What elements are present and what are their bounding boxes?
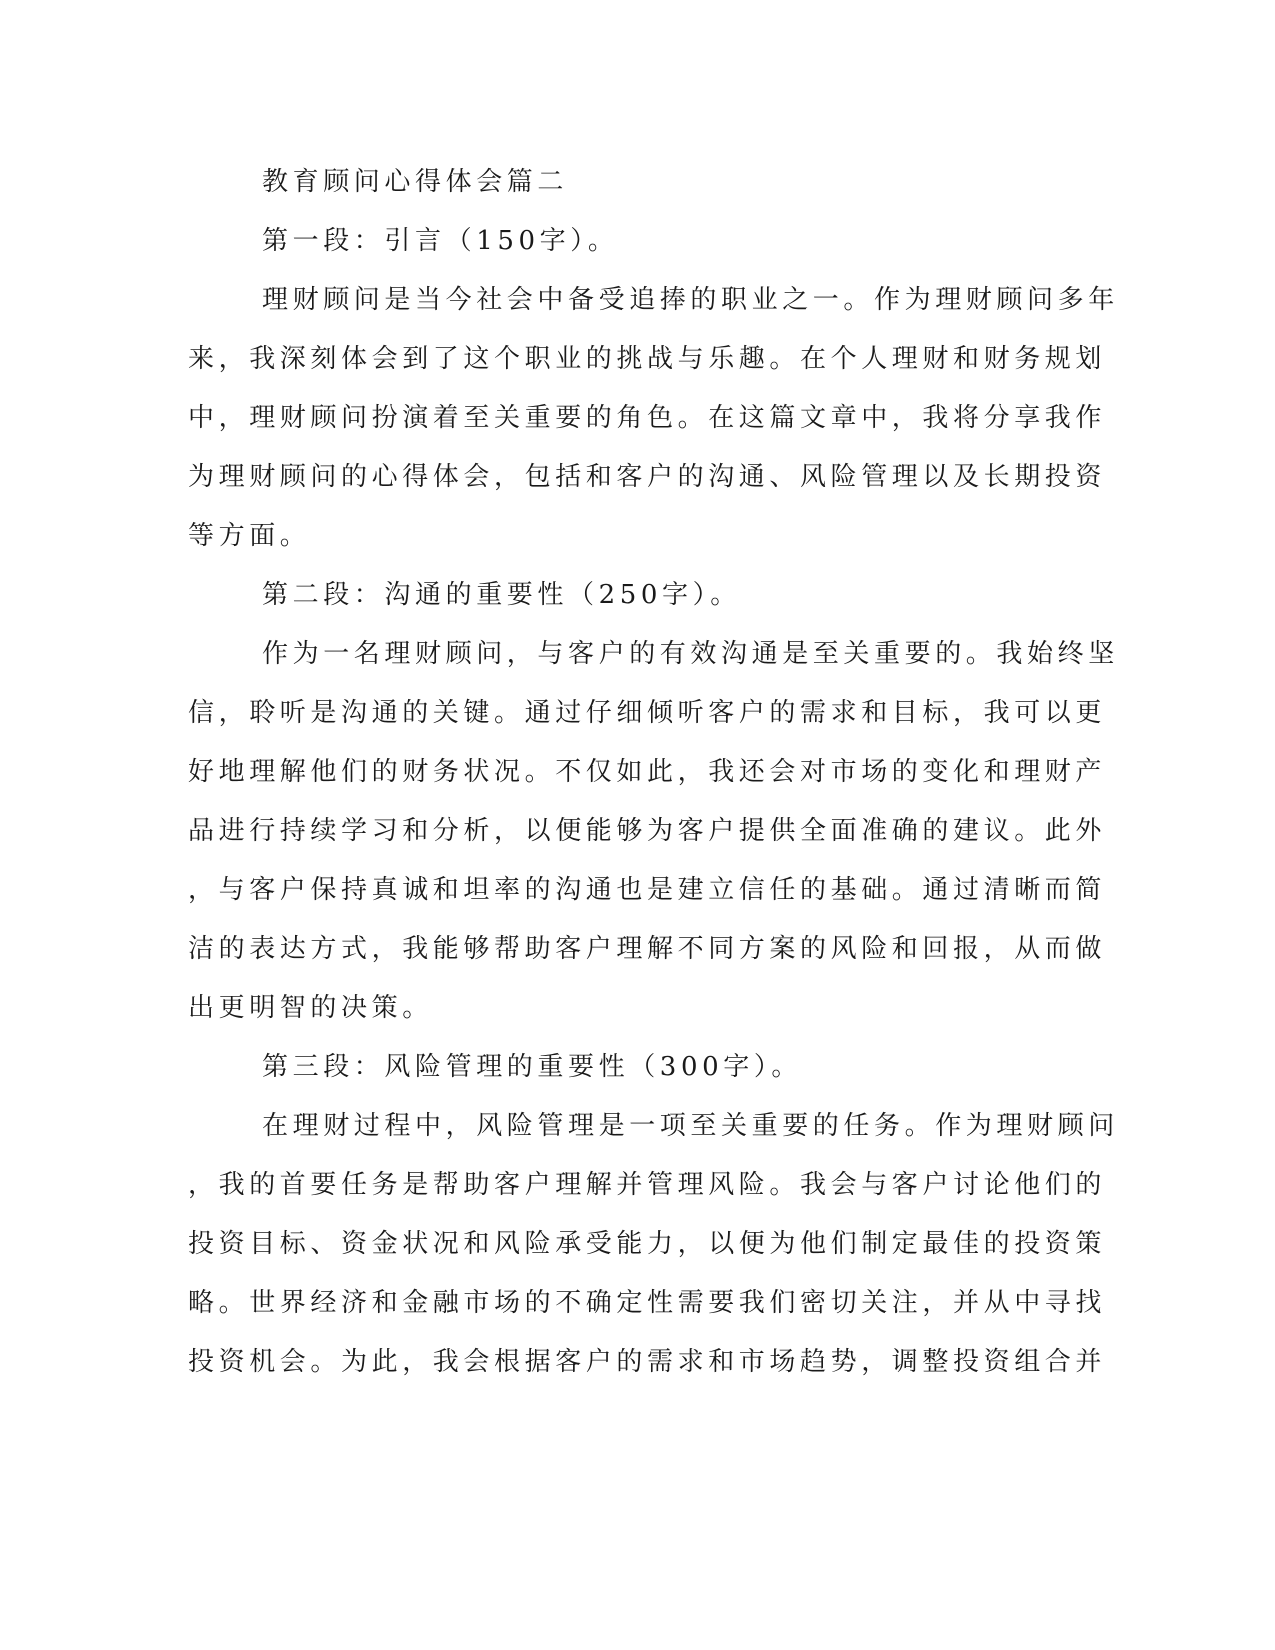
paragraph-line: 信，聆听是沟通的关键。通过仔细倾听客户的需求和目标，我可以更 (188, 698, 1107, 728)
paragraph-line: 来，我深刻体会到了这个职业的挑战与乐趣。在个人理财和财务规划 (188, 344, 1107, 374)
paragraph-line: 作为一名理财顾问，与客户的有效沟通是至关重要的。我始终坚 (262, 639, 1119, 669)
paragraph-line: ，我的首要任务是帮助客户理解并管理风险。我会与客户讨论他们的 (188, 1170, 1107, 1200)
section-heading-3: 第三段：风险管理的重要性（300字）。 (262, 1052, 803, 1082)
paragraph-line: 品进行持续学习和分析，以便能够为客户提供全面准确的建议。此外 (188, 816, 1107, 846)
section-heading-2: 第二段：沟通的重要性（250字）。 (262, 580, 741, 610)
document-title: 教育顾问心得体会篇二 (262, 167, 569, 197)
paragraph-line: 好地理解他们的财务状况。不仅如此，我还会对市场的变化和理财产 (188, 757, 1107, 787)
paragraph-line: 投资机会。为此，我会根据客户的需求和市场趋势，调整投资组合并 (188, 1347, 1107, 1377)
paragraph-line: 洁的表达方式，我能够帮助客户理解不同方案的风险和回报，从而做 (188, 934, 1107, 964)
paragraph-line: 为理财顾问的心得体会，包括和客户的沟通、风险管理以及长期投资 (188, 462, 1107, 492)
paragraph-line: ，与客户保持真诚和坦率的沟通也是建立信任的基础。通过清晰而简 (188, 875, 1107, 905)
paragraph-line: 投资目标、资金状况和风险承受能力，以便为他们制定最佳的投资策 (188, 1229, 1107, 1259)
paragraph-line: 中，理财顾问扮演着至关重要的角色。在这篇文章中，我将分享我作 (188, 403, 1107, 433)
paragraph-line: 理财顾问是当今社会中备受追捧的职业之一。作为理财顾问多年 (262, 285, 1119, 315)
paragraph-line: 在理财过程中，风险管理是一项至关重要的任务。作为理财顾问 (262, 1111, 1119, 1141)
paragraph-line: 略。世界经济和金融市场的不确定性需要我们密切关注，并从中寻找 (188, 1288, 1107, 1318)
paragraph-line: 等方面。 (188, 521, 311, 551)
section-heading-1: 第一段：引言（150字）。 (262, 226, 619, 256)
paragraph-line: 出更明智的决策。 (188, 993, 433, 1023)
